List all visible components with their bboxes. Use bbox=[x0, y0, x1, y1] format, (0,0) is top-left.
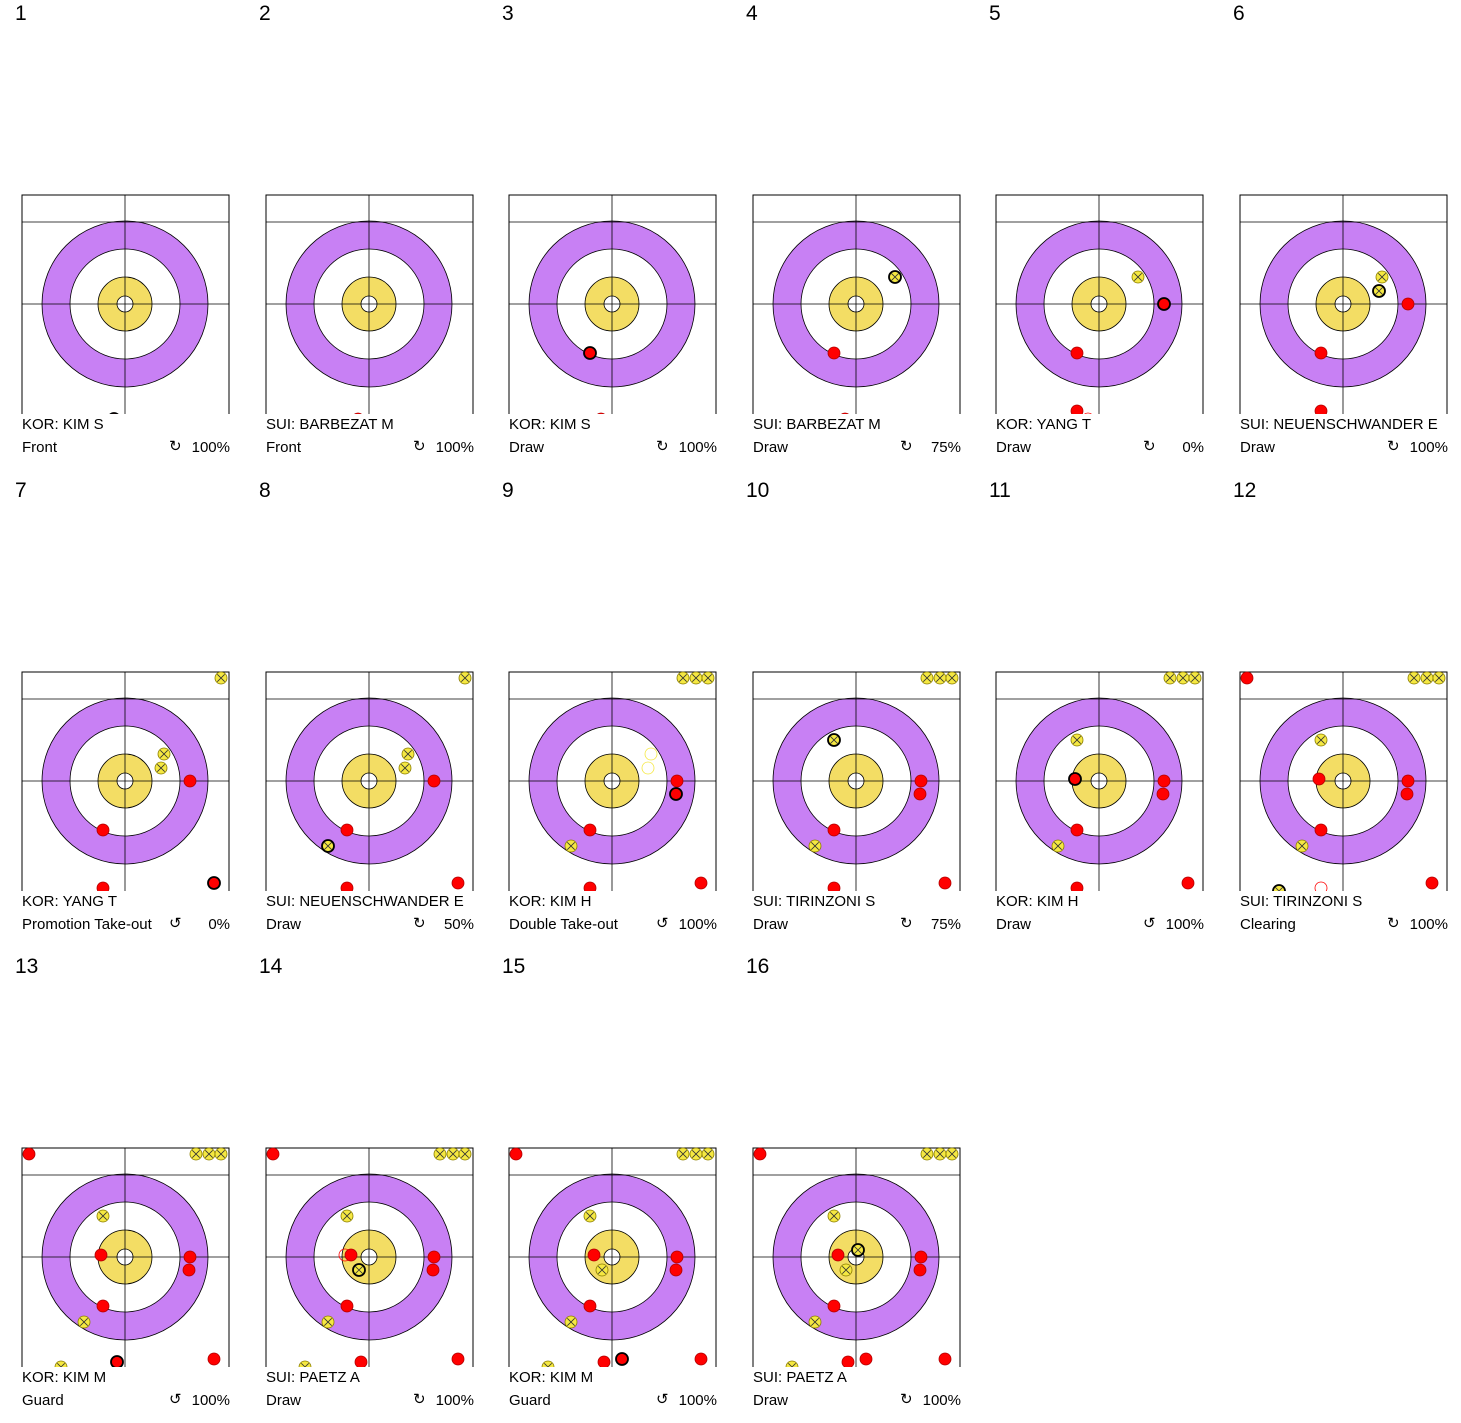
shot-number: 14 bbox=[259, 955, 283, 978]
kor-stone bbox=[671, 1251, 683, 1263]
kor-stone bbox=[1315, 347, 1327, 359]
kor-stone bbox=[1401, 788, 1413, 800]
kor-stone bbox=[1402, 775, 1414, 787]
rotation-icon: ↻ bbox=[1387, 915, 1400, 932]
shot-percentage: 75% bbox=[930, 439, 961, 456]
shot-number: 1 bbox=[15, 2, 27, 25]
sui-stone bbox=[1189, 672, 1201, 684]
sui-stone bbox=[155, 762, 167, 774]
sui-stone bbox=[934, 672, 946, 684]
curling-sheet bbox=[1239, 0, 1448, 414]
sui-stone bbox=[1421, 672, 1433, 684]
sui-stone bbox=[1273, 885, 1285, 891]
sui-stone bbox=[215, 672, 227, 684]
rotation-icon: ↻ bbox=[900, 915, 913, 932]
shot-percentage: 100% bbox=[191, 1392, 230, 1409]
sui-stone bbox=[459, 672, 471, 684]
shot-panel bbox=[259, 477, 511, 947]
sui-stone bbox=[1132, 271, 1144, 283]
shot-percentage: 100% bbox=[435, 439, 474, 456]
shot-percentage: 100% bbox=[678, 916, 717, 933]
shot-number: 16 bbox=[746, 955, 770, 978]
kor-stone bbox=[616, 1353, 628, 1365]
shot-panel bbox=[502, 953, 754, 1423]
shot-type: Draw bbox=[1240, 439, 1276, 456]
kor-stone bbox=[428, 1251, 440, 1263]
shot-number: 5 bbox=[989, 2, 1001, 25]
shot-percentage: 100% bbox=[1409, 916, 1448, 933]
rotation-icon: ↻ bbox=[656, 438, 669, 455]
curling-sheet bbox=[752, 952, 961, 1367]
rotation-icon: ↻ bbox=[900, 438, 913, 455]
kor-stone bbox=[1313, 773, 1325, 785]
player-name: SUI: PAETZ A bbox=[753, 1369, 847, 1386]
sui-stone bbox=[402, 748, 414, 760]
kor-stone bbox=[860, 1353, 872, 1365]
kor-stone bbox=[184, 775, 196, 787]
sui-stone bbox=[565, 1316, 577, 1328]
kor-stone bbox=[598, 1356, 610, 1367]
sui-stone bbox=[889, 271, 901, 283]
shot-panel bbox=[259, 953, 511, 1423]
kor-stone bbox=[695, 877, 707, 889]
kor-stone bbox=[1182, 877, 1194, 889]
shot-percentage: 100% bbox=[1165, 916, 1204, 933]
shot-type: Draw bbox=[509, 439, 545, 456]
shot-type: Draw bbox=[753, 439, 789, 456]
sui-stone bbox=[190, 1148, 202, 1160]
sui-stone bbox=[828, 734, 840, 746]
shot-number: 7 bbox=[15, 479, 27, 502]
curling-sheet bbox=[752, 476, 961, 891]
kor-stone bbox=[355, 1356, 367, 1367]
kor-stone bbox=[341, 1300, 353, 1312]
player-name: KOR: KIM S bbox=[509, 416, 591, 433]
kor-stone bbox=[915, 1251, 927, 1263]
shot-type: Draw bbox=[266, 1392, 302, 1409]
kor-stone bbox=[915, 775, 927, 787]
shot-panel bbox=[746, 477, 998, 947]
shot-type: Promotion Take-out bbox=[22, 916, 152, 933]
shot-percentage: 100% bbox=[678, 439, 717, 456]
kor-stone bbox=[1241, 672, 1253, 684]
sui-stone bbox=[690, 672, 702, 684]
kor-stone bbox=[588, 1249, 600, 1261]
shot-type: Clearing bbox=[1240, 916, 1296, 933]
kor-stone bbox=[428, 775, 440, 787]
sui-stone bbox=[1433, 672, 1445, 684]
sui-stone bbox=[702, 1148, 714, 1160]
kor-stone bbox=[341, 882, 353, 891]
player-name: SUI: TIRINZONI S bbox=[753, 893, 876, 910]
shot-panel bbox=[15, 953, 267, 1423]
sui-stone bbox=[828, 1210, 840, 1222]
player-name: KOR: KIM H bbox=[509, 893, 592, 910]
shot-type: Draw bbox=[753, 916, 789, 933]
kor-stone bbox=[828, 882, 840, 891]
player-name: KOR: YANG T bbox=[22, 893, 118, 910]
kor-stone bbox=[671, 775, 683, 787]
kor-stone bbox=[1158, 775, 1170, 787]
curling-sheet bbox=[1239, 476, 1448, 891]
sui-stone bbox=[565, 840, 577, 852]
curling-sheet bbox=[752, 0, 961, 414]
sui-stone bbox=[353, 1264, 365, 1276]
sui-stone bbox=[852, 1244, 864, 1256]
shot-type: Guard bbox=[22, 1392, 64, 1409]
kor-stone bbox=[670, 788, 682, 800]
kor-stone bbox=[1426, 877, 1438, 889]
kor-stone bbox=[184, 1251, 196, 1263]
kor-stone bbox=[208, 877, 220, 889]
kor-stone bbox=[584, 1300, 596, 1312]
rotation-icon: ↻ bbox=[1143, 438, 1156, 455]
shot-percentage: 100% bbox=[922, 1392, 961, 1409]
shot-percentage: 75% bbox=[930, 916, 961, 933]
kor-stone bbox=[1071, 347, 1083, 359]
shot-number: 2 bbox=[259, 2, 271, 25]
shot-percentage: 100% bbox=[678, 1392, 717, 1409]
sui-stone bbox=[596, 1264, 608, 1276]
kor-stone bbox=[208, 1353, 220, 1365]
shot-number: 10 bbox=[746, 479, 770, 502]
kor-stone bbox=[267, 1148, 279, 1160]
player-name: KOR: KIM M bbox=[22, 1369, 107, 1386]
shot-panel bbox=[1233, 0, 1461, 470]
curling-sheet bbox=[995, 0, 1204, 414]
player-name: SUI: BARBEZAT M bbox=[266, 416, 394, 433]
kor-stone bbox=[584, 882, 596, 891]
rotation-icon: ↺ bbox=[169, 915, 182, 932]
sui-stone bbox=[1177, 672, 1189, 684]
kor-stone bbox=[111, 1356, 123, 1367]
kor-stone bbox=[1315, 824, 1327, 836]
shot-percentage: 100% bbox=[191, 439, 230, 456]
shot-percentage: 50% bbox=[443, 916, 474, 933]
shot-type: Draw bbox=[996, 916, 1032, 933]
player-name: SUI: TIRINZONI S bbox=[1240, 893, 1363, 910]
kor-stone bbox=[452, 1353, 464, 1365]
sui-stone bbox=[946, 672, 958, 684]
sui-stone bbox=[1315, 734, 1327, 746]
kor-stone bbox=[97, 1300, 109, 1312]
sui-stone bbox=[322, 1316, 334, 1328]
sui-stone bbox=[215, 1148, 227, 1160]
curling-sheet bbox=[21, 0, 230, 414]
sui-stone bbox=[584, 1210, 596, 1222]
shot-number: 15 bbox=[502, 955, 526, 978]
curling-sheet bbox=[508, 952, 717, 1367]
rotation-icon: ↺ bbox=[1143, 915, 1156, 932]
shot-panel bbox=[989, 477, 1241, 947]
kor-stone bbox=[345, 1249, 357, 1261]
sui-stone bbox=[809, 1316, 821, 1328]
kor-stone bbox=[842, 1356, 854, 1367]
sui-stone bbox=[158, 748, 170, 760]
curling-sheet bbox=[21, 952, 230, 1367]
shot-panel bbox=[746, 0, 998, 470]
player-name: SUI: BARBEZAT M bbox=[753, 416, 881, 433]
shot-panel bbox=[502, 477, 754, 947]
rotation-icon: ↻ bbox=[413, 915, 426, 932]
sui-stone bbox=[1373, 285, 1385, 297]
rotation-icon: ↻ bbox=[413, 438, 426, 455]
shot-type: Double Take-out bbox=[509, 916, 618, 933]
sui-stone bbox=[1164, 672, 1176, 684]
kor-stone bbox=[1158, 298, 1170, 310]
kor-stone bbox=[23, 1148, 35, 1160]
kor-stone bbox=[341, 824, 353, 836]
shot-number: 3 bbox=[502, 2, 514, 25]
kor-stone bbox=[95, 1249, 107, 1261]
player-name: SUI: NEUENSCHWANDER E bbox=[1240, 416, 1438, 433]
kor-stone bbox=[828, 1300, 840, 1312]
curling-sheet bbox=[265, 0, 474, 414]
rotation-icon: ↻ bbox=[900, 1391, 913, 1408]
kor-stone bbox=[670, 1264, 682, 1276]
rotation-icon: ↻ bbox=[1387, 438, 1400, 455]
sui-stone bbox=[1296, 840, 1308, 852]
curling-sheet bbox=[508, 476, 717, 891]
sui-stone bbox=[934, 1148, 946, 1160]
kor-stone bbox=[914, 1264, 926, 1276]
shot-type: Front bbox=[22, 439, 58, 456]
player-name: SUI: PAETZ A bbox=[266, 1369, 360, 1386]
shot-type: Front bbox=[266, 439, 302, 456]
shot-panel bbox=[989, 0, 1241, 470]
player-name: KOR: KIM M bbox=[509, 1369, 594, 1386]
shot-panel bbox=[746, 953, 998, 1423]
sui-stone bbox=[946, 1148, 958, 1160]
kor-stone bbox=[1157, 788, 1169, 800]
kor-stone bbox=[510, 1148, 522, 1160]
kor-stone bbox=[452, 877, 464, 889]
sui-stone bbox=[1052, 840, 1064, 852]
sui-stone bbox=[459, 1148, 471, 1160]
shot-panel bbox=[259, 0, 511, 470]
shot-number: 8 bbox=[259, 479, 271, 502]
shot-number: 4 bbox=[746, 2, 758, 25]
kor-stone bbox=[97, 882, 109, 891]
sui-stone bbox=[921, 672, 933, 684]
shot-type: Draw bbox=[996, 439, 1032, 456]
kor-stone bbox=[828, 824, 840, 836]
sui-stone bbox=[921, 1148, 933, 1160]
sui-stone bbox=[809, 840, 821, 852]
player-name: SUI: NEUENSCHWANDER E bbox=[266, 893, 464, 910]
sui-stone bbox=[677, 672, 689, 684]
kor-stone bbox=[97, 824, 109, 836]
shot-percentage: 0% bbox=[208, 916, 230, 933]
sui-stone bbox=[322, 840, 334, 852]
shot-percentage: 100% bbox=[435, 1392, 474, 1409]
curling-sheet bbox=[21, 476, 230, 891]
sui-stone bbox=[702, 672, 714, 684]
kor-stone bbox=[939, 1353, 951, 1365]
player-name: KOR: YANG T bbox=[996, 416, 1092, 433]
shot-number: 6 bbox=[1233, 2, 1245, 25]
sui-stone bbox=[840, 1264, 852, 1276]
sui-stone bbox=[1376, 271, 1388, 283]
kor-stone bbox=[584, 347, 596, 359]
kor-stone bbox=[754, 1148, 766, 1160]
kor-stone bbox=[427, 1264, 439, 1276]
kor-stone bbox=[1071, 824, 1083, 836]
kor-stone bbox=[828, 347, 840, 359]
shot-panel bbox=[1233, 477, 1461, 947]
rotation-icon: ↻ bbox=[169, 438, 182, 455]
kor-stone bbox=[1069, 773, 1081, 785]
sui-stone bbox=[203, 1148, 215, 1160]
player-name: KOR: KIM S bbox=[22, 416, 104, 433]
sui-stone bbox=[447, 1148, 459, 1160]
kor-stone bbox=[1402, 298, 1414, 310]
sui-stone bbox=[78, 1316, 90, 1328]
curling-sheet bbox=[508, 0, 717, 414]
kor-stone bbox=[832, 1249, 844, 1261]
sui-stone bbox=[1071, 734, 1083, 746]
sui-stone bbox=[97, 1210, 109, 1222]
shot-percentage: 100% bbox=[1409, 439, 1448, 456]
rotation-icon: ↺ bbox=[656, 915, 669, 932]
kor-stone bbox=[584, 824, 596, 836]
kor-stone bbox=[183, 1264, 195, 1276]
shot-type: Guard bbox=[509, 1392, 551, 1409]
curling-sheet bbox=[265, 952, 474, 1367]
rotation-icon: ↺ bbox=[169, 1391, 182, 1408]
curling-sheet bbox=[265, 476, 474, 891]
shot-number: 13 bbox=[15, 955, 39, 978]
curling-sheet bbox=[995, 476, 1204, 891]
kor-stone bbox=[1071, 882, 1083, 891]
shot-number: 11 bbox=[989, 479, 1011, 502]
shot-panel bbox=[15, 0, 267, 470]
sui-stone bbox=[1408, 672, 1420, 684]
sui-stone bbox=[434, 1148, 446, 1160]
shot-number: 9 bbox=[502, 479, 514, 502]
kor-stone bbox=[939, 877, 951, 889]
shot-type: Draw bbox=[266, 916, 302, 933]
shot-type: Draw bbox=[753, 1392, 789, 1409]
sui-stone bbox=[677, 1148, 689, 1160]
rotation-icon: ↺ bbox=[656, 1391, 669, 1408]
sui-stone bbox=[341, 1210, 353, 1222]
sui-stone bbox=[690, 1148, 702, 1160]
shot-percentage: 0% bbox=[1182, 439, 1204, 456]
shot-panel bbox=[15, 477, 267, 947]
kor-stone bbox=[695, 1353, 707, 1365]
kor-stone bbox=[1071, 405, 1083, 414]
shot-panel bbox=[502, 0, 754, 470]
kor-stone bbox=[914, 788, 926, 800]
rotation-icon: ↻ bbox=[413, 1391, 426, 1408]
sui-stone bbox=[399, 762, 411, 774]
player-name: KOR: KIM H bbox=[996, 893, 1079, 910]
shot-number: 12 bbox=[1233, 479, 1257, 502]
kor-stone bbox=[1315, 405, 1327, 414]
